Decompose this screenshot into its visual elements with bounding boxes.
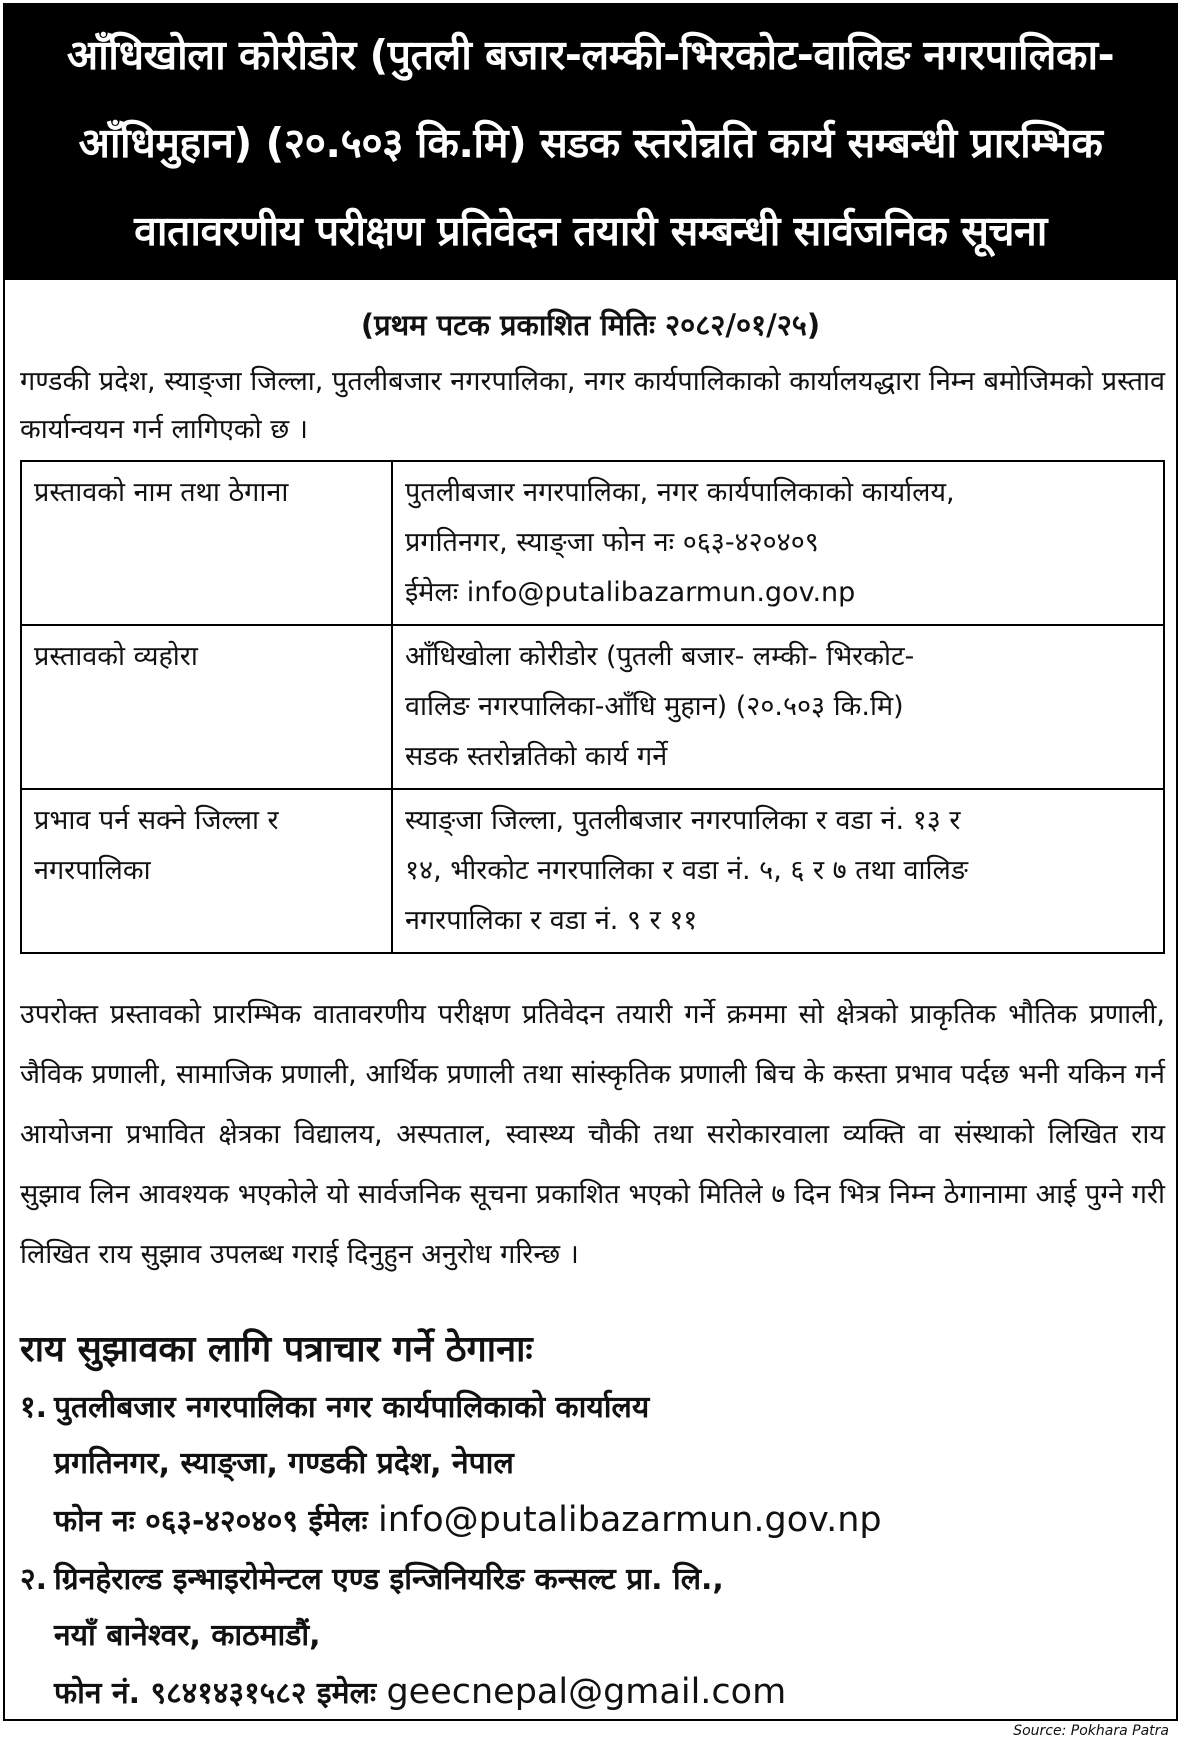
contacts-heading: राय सुझावका लागि पत्राचार गर्ने ठेगानाः <box>20 1329 533 1370</box>
contact-number: २. <box>20 1562 47 1597</box>
table-key: प्रस्तावको नाम तथा ठेगाना <box>21 461 392 625</box>
contact-address: प्रगतिनगर, स्याङ्जा, गण्डकी प्रदेश, नेपाल <box>54 1446 514 1481</box>
value-line: नगरपालिका र वडा नं. ९ र ११ <box>405 905 698 936</box>
contact-email[interactable]: info@putalibazarmun.gov.np <box>377 1500 882 1540</box>
table-value <box>392 789 1164 953</box>
contact-name: ग्रिनहेराल्ड इन्भाइरोमेन्टल एण्ड इन्जिनियरिङ कन्सल्ट प्रा. लि., <box>54 1562 724 1597</box>
table-row <box>21 625 1164 789</box>
contact-block <box>20 1552 1165 1722</box>
table-value <box>392 625 1164 789</box>
contact-name: पुतलीबजार नगरपालिका नगर कार्यपालिकाको कार्यालय <box>54 1390 650 1425</box>
contact-phone: फोन नं. ९८४१४३१५८२ इमेलः <box>54 1676 376 1711</box>
table-value <box>392 461 1164 625</box>
table-key: प्रभाव पर्न सक्ने जिल्ला र नगरपालिका <box>21 789 392 953</box>
contact-block <box>20 1380 1165 1550</box>
publication-date: (प्रथम पटक प्रकाशित मितिः २०८२/०१/२५) <box>360 308 821 342</box>
contact-address: नयाँ बानेश्वर, काठमाडौं, <box>54 1618 321 1653</box>
intro-paragraph: गण्डकी प्रदेश, स्याङ्जा जिल्ला, पुतलीबजार नगरपालिका, नगर कार्यपालिकाको कार्यालयद्धारा निम्न बमोजिमको प्रस्ताव कार्यान्वयन गर्न लागिएको छ । <box>20 366 1165 445</box>
contact-email[interactable]: geecnepal@gmail.com <box>386 1672 787 1712</box>
value-line: ईमेलः info@putalibazarmun.gov.np <box>405 577 856 608</box>
value-line: पुतलीबजार नगरपालिका, नगर कार्यपालिकाको कार्यालय, <box>405 477 955 508</box>
proposal-table <box>20 460 1165 954</box>
contact-phone: फोन नः ०६३-४२०४०९ ईमेलः <box>54 1504 368 1539</box>
value-line: आँधिखोला कोरीडोर (पुतली बजार- लम्की- भिरकोट- <box>405 641 915 672</box>
value-line: वालिङ नगरपालिका-आँधि मुहान) (२०.५०३ कि.मि) <box>405 691 904 722</box>
table-key: प्रस्तावको व्यहोरा <box>21 625 392 789</box>
header-line: वातावरणीय परीक्षण प्रतिवेदन तयारी सम्बन्धी सार्वजनिक सूचना <box>134 206 1047 255</box>
value-line: १४, भीरकोट नगरपालिका र वडा नं. ५, ६ र ७ तथा वालिङ <box>405 855 968 886</box>
value-line: सडक स्तरोन्नतिको कार्य गर्ने <box>405 741 668 772</box>
contact-number: १. <box>20 1390 47 1425</box>
body-paragraph: उपरोक्त प्रस्तावको प्रारम्भिक वातावरणीय परीक्षण प्रतिवेदन तयारी गर्ने क्रममा सो क्षेत्रको प्राकृतिक भौतिक प्रणाली, जैविक प्रणाली, सामाजिक प्रणाली, आर्थिक प्रणाली तथा सांस्कृतिक प्रणाली बिच के कस्ता प्रभाव पर्दछ भनी यकिन गर्न आयोजना प्रभावित क्षेत्रका विद्यालय, अस्पताल, स्वास्थ्य चौकी तथा सरोकारवाला व्यक्ति वा संस्थाको लिखित राय सुझाव लिन आवश्यक भएकोले यो सार्वजनिक सूचना प्रकाशित भएको मितिले ७ दिन भित्र निम्न ठेगानामा आई पुग्ने गरी लिखित राय सुझाव उपलब्ध गराई दिनुहुन अनुरोध गरिन्छ । <box>20 999 1165 1270</box>
source-credit: Source: Pokhara Patra <box>1013 1723 1169 1739</box>
header-line: आँधिमुहान) (२०.५०३ कि.मि) सडक स्तरोन्नति कार्य सम्बन्धी प्रारम्भिक <box>78 118 1103 167</box>
table-row <box>21 461 1164 625</box>
header-line: आँधिखोला कोरीडोर (पुतली बजार-लम्की-भिरकोट-वालिङ नगरपालिका- <box>66 30 1115 79</box>
value-line: प्रगतिनगर, स्याङ्जा फोन नः ०६३-४२०४०९ <box>405 527 819 558</box>
table-row <box>21 789 1164 953</box>
notice-header <box>5 5 1176 280</box>
value-line: स्याङ्जा जिल्ला, पुतलीबजार नगरपालिका र वडा नं. १३ र <box>405 805 961 836</box>
